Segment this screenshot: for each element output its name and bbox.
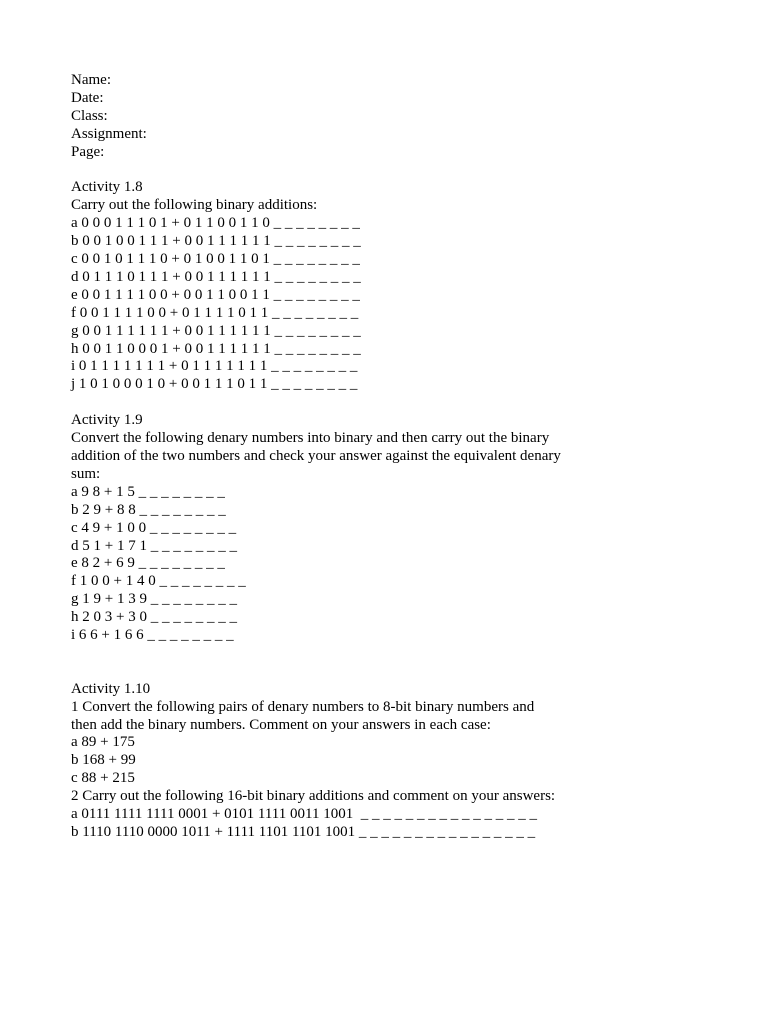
activity-1-8-item: d 0 1 1 1 0 1 1 1 + 0 0 1 1 1 1 1 1 _ _ _ _ _ _ _ _ xyxy=(71,268,361,285)
activity-1-8-item: g 0 0 1 1 1 1 1 1 + 0 0 1 1 1 1 1 1 _ _ _ _ _ _ _ _ xyxy=(71,322,361,339)
activity-1-9-item: b 2 9 + 8 8 _ _ _ _ _ _ _ _ xyxy=(71,501,226,518)
class-label: Class: xyxy=(71,107,108,124)
activity-1-9-instruction: Convert the following denary numbers into binary and then carry out the binary addition of the two numbers and check your answer against the equivalent denary sum: xyxy=(71,430,561,482)
date-label: Date: xyxy=(71,89,104,106)
activity-1-10-q2-item: b 1110 1110 0000 1011 + 1111 1101 1101 1001 _ _ _ _ _ _ _ _ _ _ _ _ _ _ _ _ xyxy=(71,824,536,841)
activity-1-8-item: j 1 0 1 0 0 0 1 0 + 0 0 1 1 1 0 1 1 _ _ _ _ _ _ _ _ xyxy=(71,376,358,393)
activity-1-8-item: c 0 0 1 0 1 1 1 0 + 0 1 0 0 1 1 0 1 _ _ _ _ _ _ _ _ xyxy=(71,251,360,268)
activity-1-9-item: a 9 8 + 1 5 _ _ _ _ _ _ _ _ xyxy=(71,483,225,500)
activity-1-10-q2-item: a 0111 1111 1111 0001 + 0101 1111 0011 1001 _ _ _ _ _ _ _ _ _ _ _ _ _ _ _ _ xyxy=(71,806,537,823)
activity-1-10-q1-item: c 88 + 215 xyxy=(71,770,135,787)
activity-1-10-q1-item: b 168 + 99 xyxy=(71,752,136,769)
activity-1-10-title: Activity 1.10 xyxy=(71,680,151,697)
activity-1-9-item: g 1 9 + 1 3 9 _ _ _ _ _ _ _ _ xyxy=(71,591,237,608)
activity-1-9-item: d 5 1 + 1 7 1 _ _ _ _ _ _ _ _ xyxy=(71,537,237,554)
spacer xyxy=(71,162,631,180)
activity-1-8-instruction: Carry out the following binary additions: xyxy=(71,197,318,214)
page-label: Page: xyxy=(71,143,105,160)
activity-1-8-item: h 0 0 1 1 0 0 0 1 + 0 0 1 1 1 1 1 1 _ _ _ _ _ _ _ _ xyxy=(71,340,361,357)
activity-1-10-question-2: 2 Carry out the following 16-bit binary additions and comment on your answers: xyxy=(71,788,556,805)
name-label: Name: xyxy=(71,72,111,88)
worksheet-page xyxy=(71,72,631,842)
activity-1-8-item: e 0 0 1 1 1 1 0 0 + 0 0 1 1 0 0 1 1 _ _ _ _ _ _ _ _ xyxy=(71,286,360,303)
activity-1-8-item: b 0 0 1 0 0 1 1 1 + 0 0 1 1 1 1 1 1 _ _ _ _ _ _ _ _ xyxy=(71,233,361,250)
activity-1-8-item: a 0 0 0 1 1 1 0 1 + 0 1 1 0 0 1 1 0 _ _ _ _ _ _ _ _ xyxy=(71,215,360,232)
activity-1-8-item: f 0 0 1 1 1 1 0 0 + 0 1 1 1 1 0 1 1 _ _ _ _ _ _ _ _ xyxy=(71,304,359,321)
activity-1-9-item: c 4 9 + 1 0 0 _ _ _ _ _ _ _ _ xyxy=(71,519,237,536)
spacer xyxy=(71,394,631,412)
activity-1-9-item: i 6 6 + 1 6 6 _ _ _ _ _ _ _ _ xyxy=(71,627,234,644)
assignment-label: Assignment: xyxy=(71,125,147,142)
activity-1-9-item: e 8 2 + 6 9 _ _ _ _ _ _ _ _ xyxy=(71,555,225,572)
activity-1-9-item: f 1 0 0 + 1 4 0 _ _ _ _ _ _ _ _ xyxy=(71,573,246,590)
activity-1-10-q1-item: a 89 + 175 xyxy=(71,734,135,751)
activity-1-8-title: Activity 1.8 xyxy=(71,179,143,196)
spacer xyxy=(71,645,631,681)
activity-1-9-title: Activity 1.9 xyxy=(71,412,143,429)
activity-1-8-item: i 0 1 1 1 1 1 1 1 + 0 1 1 1 1 1 1 1 _ _ _ _ _ _ _ _ xyxy=(71,358,358,375)
activity-1-10-question-1: 1 Convert the following pairs of denary numbers to 8-bit binary numbers and then add the binary numbers. Comment on your answers in each case: xyxy=(71,698,535,733)
activity-1-9-item: h 2 0 3 + 3 0 _ _ _ _ _ _ _ _ xyxy=(71,609,237,626)
